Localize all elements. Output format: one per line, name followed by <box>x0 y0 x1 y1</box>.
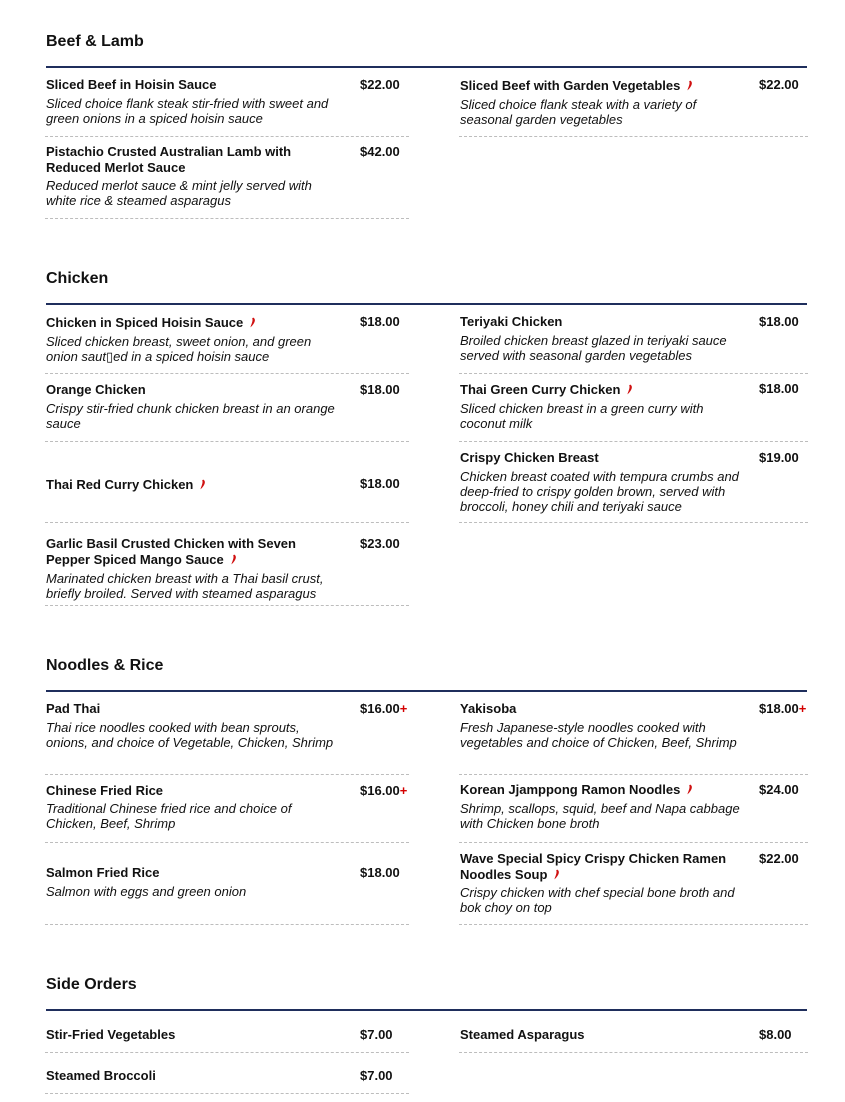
item-price <box>360 1068 393 1084</box>
item-price-value: $18.00 <box>759 701 799 716</box>
item-description: Thai rice noodles cooked with bean sprouts, onions, and choice of Vegetable, Chicken, Shrimp <box>46 720 334 750</box>
item-price <box>759 782 799 798</box>
item-name <box>46 382 336 398</box>
item-name <box>460 450 740 466</box>
item-name-text: Orange Chicken <box>46 382 146 397</box>
item-name-text: Thai Red Curry Chicken <box>46 477 194 492</box>
item-name-text: Pistachio Crusted Australian Lamb with Reduced Merlot Sauce <box>46 144 292 175</box>
item-name <box>46 144 336 176</box>
item-name <box>46 77 336 93</box>
chili-pepper-icon <box>686 80 693 91</box>
item-description: Reduced merlot sauce & mint jelly served with white rice & steamed asparagus <box>46 178 312 208</box>
item-price-value: $24.00 <box>759 782 799 797</box>
item-name-text: Korean Jjamppong Ramon Noodles <box>460 782 681 797</box>
item-name <box>460 314 740 330</box>
chili-pepper-icon <box>553 869 560 880</box>
item-name <box>460 1027 740 1043</box>
item-price-value: $18.00 <box>360 865 400 880</box>
item-description: Marinated chicken breast with a Thai basil crust, briefly broiled. Served with steamed asparagus <box>46 571 324 601</box>
item-name-text: Teriyaki Chicken <box>460 314 563 329</box>
item-name-text: Chicken in Spiced Hoisin Sauce <box>46 315 244 330</box>
menu-item <box>45 775 409 843</box>
item-name <box>46 315 336 331</box>
item-price-value: $19.00 <box>759 450 799 465</box>
price-plus-marker: + <box>399 783 408 798</box>
item-price <box>360 783 407 799</box>
item-description: Broiled chicken breast glazed in teriyaki sauce served with seasonal garden vegetables <box>460 333 727 363</box>
item-description: Fresh Japanese-style noodles cooked with vegetables and choice of Chicken, Beef, Shrimp <box>460 720 737 750</box>
menu-item <box>45 692 409 775</box>
item-price <box>759 851 799 867</box>
item-price <box>360 144 400 160</box>
item-name-text: Chinese Fried Rice <box>46 783 164 798</box>
item-price-value: $8.00 <box>759 1027 792 1042</box>
item-name <box>460 701 740 717</box>
chili-pepper-icon <box>230 554 237 565</box>
item-description: Sliced choice flank steak stir-fried with sweet and green onions in a spiced hoisin sauce <box>46 96 329 126</box>
item-price-value: $23.00 <box>360 536 400 551</box>
item-price-value: $18.00 <box>759 381 799 396</box>
item-description: Crispy chicken with chef special bone broth and bok choy on top <box>460 885 735 915</box>
item-price <box>759 314 799 330</box>
item-name-text: Wave Special Spicy Crispy Chicken Ramen Noodles Soup <box>460 851 727 882</box>
item-price-value: $16.00 <box>360 701 400 716</box>
item-name <box>46 477 336 493</box>
item-name <box>46 701 336 717</box>
menu-item <box>459 1011 808 1053</box>
item-name-text: Thai Green Curry Chicken <box>460 382 621 397</box>
chili-pepper-icon <box>199 479 206 490</box>
item-name-text: Steamed Broccoli <box>46 1068 156 1083</box>
item-description: Shrimp, scallops, squid, beef and Napa cabbage with Chicken bone broth <box>460 801 740 831</box>
menu-item <box>459 692 808 775</box>
item-price <box>360 476 400 492</box>
menu-item <box>45 442 409 523</box>
item-name-text: Stir-Fried Vegetables <box>46 1027 176 1042</box>
menu-item <box>459 442 808 523</box>
item-name <box>46 783 336 799</box>
item-name-text: Sliced Beef with Garden Vegetables <box>460 78 681 93</box>
item-price-value: $22.00 <box>360 77 400 92</box>
item-name <box>46 865 336 881</box>
item-price-value: $22.00 <box>759 851 799 866</box>
item-price <box>759 1027 792 1043</box>
menu-item <box>45 137 409 219</box>
item-name-text: Steamed Asparagus <box>460 1027 585 1042</box>
item-price <box>360 1027 393 1043</box>
item-price-value: $16.00 <box>360 783 400 798</box>
item-price <box>360 382 400 398</box>
chili-pepper-icon <box>249 317 256 328</box>
item-price <box>759 450 799 466</box>
item-price <box>360 536 400 552</box>
chili-pepper-icon <box>686 784 693 795</box>
menu-item <box>45 374 409 442</box>
item-price-value: $18.00 <box>759 314 799 329</box>
item-name-text: Yakisoba <box>460 701 517 716</box>
item-name <box>460 851 740 883</box>
item-name <box>46 1068 336 1084</box>
item-description: Salmon with eggs and green onion <box>46 884 247 899</box>
item-price-value: $42.00 <box>360 144 400 159</box>
menu-item <box>459 775 808 843</box>
item-price-value: $7.00 <box>360 1068 393 1083</box>
item-price-value: $18.00 <box>360 382 400 397</box>
item-price <box>360 314 400 330</box>
menu-item <box>45 68 409 137</box>
item-description: Sliced chicken breast, sweet onion, and green onion saut▯ed in a spiced hoisin sauce <box>46 334 312 364</box>
item-name <box>460 782 740 798</box>
item-description: Sliced choice flank steak with a variety of seasonal garden vegetables <box>460 97 697 127</box>
item-name-text: Crispy Chicken Breast <box>460 450 599 465</box>
item-price <box>759 77 799 93</box>
chili-pepper-icon <box>626 384 633 395</box>
item-description: Crispy stir-fried chunk chicken breast in an orange sauce <box>46 401 335 431</box>
item-price <box>759 701 806 717</box>
item-name <box>46 536 336 568</box>
menu-item <box>45 1011 409 1053</box>
price-plus-marker: + <box>798 701 807 716</box>
menu-item <box>459 843 808 925</box>
price-plus-marker: + <box>399 701 408 716</box>
item-name-text: Garlic Basil Crusted Chicken with Seven Pepper Spiced Mango Sauce <box>46 536 296 567</box>
item-description: Sliced chicken breast in a green curry with coconut milk <box>460 401 704 431</box>
menu-item <box>45 305 409 374</box>
item-price-value: $7.00 <box>360 1027 393 1042</box>
item-name-text: Salmon Fried Rice <box>46 865 160 880</box>
item-price <box>360 77 400 93</box>
menu-item <box>45 843 409 925</box>
menu-item <box>459 68 808 137</box>
item-price <box>360 865 400 881</box>
item-name <box>460 78 740 94</box>
menu-item <box>459 305 808 374</box>
section-title: Side Orders <box>46 976 137 993</box>
menu-item <box>45 523 409 606</box>
item-name-text: Sliced Beef in Hoisin Sauce <box>46 77 217 92</box>
section-title: Beef & Lamb <box>46 33 144 50</box>
item-price <box>759 381 799 397</box>
item-price <box>360 701 407 717</box>
item-price-value: $18.00 <box>360 476 400 491</box>
menu-item <box>45 1053 409 1094</box>
item-description: Chicken breast coated with tempura crumbs and deep-fried to crispy golden brown, served with broccoli, honey chili and teriyaki sauce <box>460 469 739 514</box>
item-description: Traditional Chinese fried rice and choice of Chicken, Beef, Shrimp <box>46 801 292 831</box>
item-name-text: Pad Thai <box>46 701 101 716</box>
menu-item <box>459 374 808 442</box>
item-name <box>46 1027 336 1043</box>
section-title: Chicken <box>46 270 109 287</box>
item-price-value: $22.00 <box>759 77 799 92</box>
item-price-value: $18.00 <box>360 314 400 329</box>
section-title: Noodles & Rice <box>46 657 164 674</box>
item-name <box>460 382 740 398</box>
